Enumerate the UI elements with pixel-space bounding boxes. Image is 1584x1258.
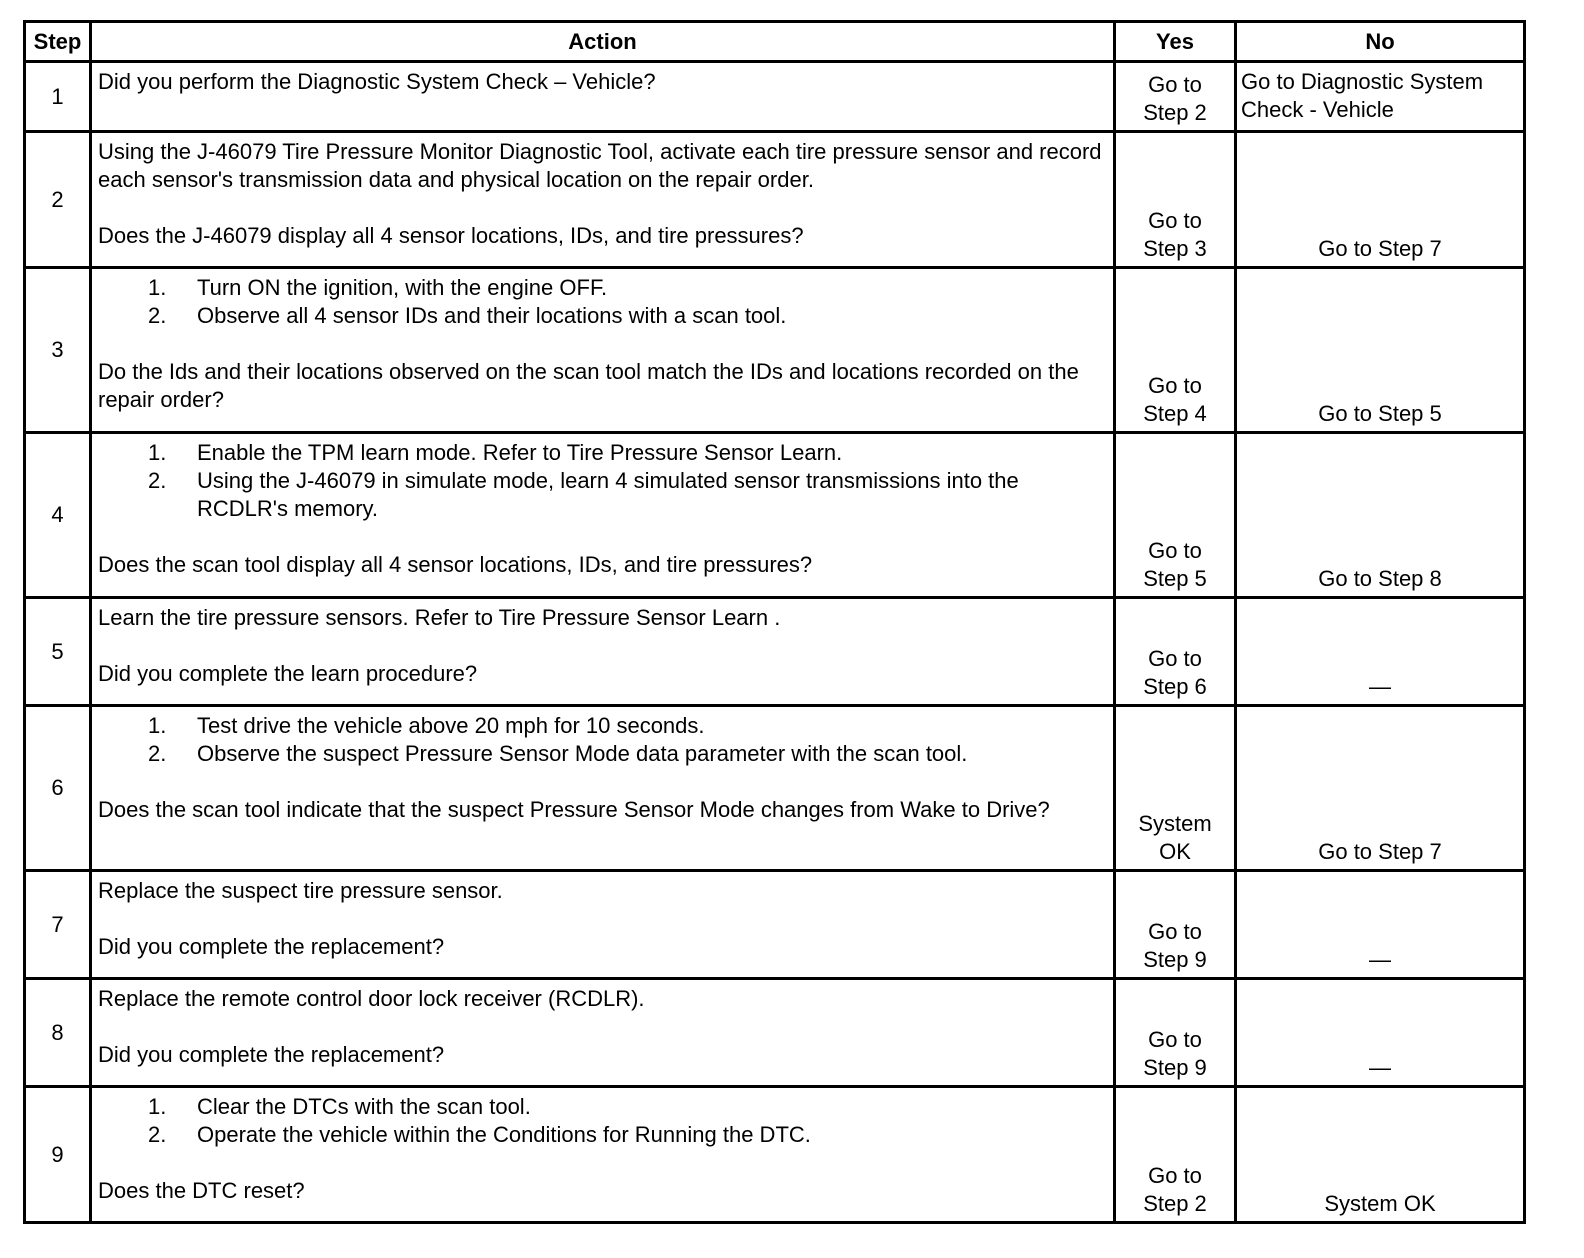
table-row — [25, 433, 1525, 598]
action-intro: Learn the tire pressure sensors. Refer to Tire Pressure Sensor Learn . — [98, 605, 781, 630]
list-item-number: 2. — [148, 1122, 167, 1147]
list-item-text: Clear the DTCs with the scan tool. — [197, 1094, 531, 1119]
no-result-line: Go to Step 7 — [1318, 839, 1442, 864]
table-row — [25, 1087, 1525, 1223]
table-row — [25, 871, 1525, 979]
list-item — [98, 740, 1107, 768]
list-item-number: 1. — [148, 1094, 167, 1119]
yes-result-line: Step 2 — [1143, 100, 1207, 125]
yes-result-line: OK — [1159, 839, 1191, 864]
yes-result-line: System — [1138, 811, 1212, 836]
list-item-number: 1. — [148, 275, 167, 300]
step-number: 8 — [25, 979, 91, 1087]
table-body — [25, 62, 1525, 1223]
action-cell — [91, 433, 1115, 598]
action-cell — [91, 62, 1115, 132]
no-result — [1236, 268, 1525, 433]
yes-result-line: Go to — [1148, 538, 1202, 563]
yes-result-line: Step 6 — [1143, 674, 1207, 699]
action-question: Do the Ids and their locations observed on the scan tool match the IDs and locations recorded on the repair order? — [98, 359, 1079, 412]
action-intro: Using the J-46079 Tire Pressure Monitor Diagnostic Tool, activate each tire pressure sensor and record each sensor's transmission data and physical location on the repair order. — [98, 139, 1102, 192]
no-result — [1236, 979, 1525, 1087]
list-item-text: Test drive the vehicle above 20 mph for 10 seconds. — [197, 713, 705, 738]
list-item-text: Observe all 4 sensor IDs and their locations with a scan tool. — [197, 303, 787, 328]
no-result — [1236, 132, 1525, 268]
list-item-text: Using the J-46079 in simulate mode, learn 4 simulated sensor transmissions into the RCDLR's memory. — [197, 468, 1019, 521]
no-result — [1236, 433, 1525, 598]
list-item-text: Turn ON the ignition, with the engine OFF. — [197, 275, 608, 300]
list-item — [98, 274, 1107, 302]
action-cell — [91, 706, 1115, 871]
list-item — [98, 1093, 1107, 1121]
list-item — [98, 467, 1107, 523]
yes-result — [1115, 62, 1236, 132]
yes-result — [1115, 132, 1236, 268]
action-question: Did you complete the replacement? — [98, 934, 445, 959]
step-number: 2 — [25, 132, 91, 268]
step-number: 4 — [25, 433, 91, 598]
yes-result — [1115, 871, 1236, 979]
no-result — [1236, 871, 1525, 979]
table-row — [25, 979, 1525, 1087]
list-item-text: Enable the TPM learn mode. Refer to Tire Pressure Sensor Learn. — [197, 440, 843, 465]
yes-result — [1115, 979, 1236, 1087]
action-question: Did you complete the replacement? — [98, 1042, 445, 1067]
yes-result-line: Go to — [1148, 373, 1202, 398]
no-result — [1236, 706, 1525, 871]
yes-result-line: Go to — [1148, 919, 1202, 944]
list-item-number: 1. — [148, 713, 167, 738]
list-item-number: 2. — [148, 741, 167, 766]
diagnostic-table — [23, 20, 1526, 1224]
list-item-text: Observe the suspect Pressure Sensor Mode data parameter with the scan tool. — [197, 741, 968, 766]
action-cell — [91, 598, 1115, 706]
action-cell — [91, 268, 1115, 433]
table-row — [25, 268, 1525, 433]
table-row — [25, 132, 1525, 268]
yes-result-line: Go to — [1148, 1163, 1202, 1188]
no-result — [1236, 598, 1525, 706]
no-result-line: — — [1369, 947, 1391, 972]
no-result-line: System OK — [1324, 1191, 1436, 1216]
no-result-line: Check - Vehicle — [1241, 97, 1394, 122]
yes-result — [1115, 268, 1236, 433]
step-number: 9 — [25, 1087, 91, 1223]
table-row — [25, 706, 1525, 871]
no-result-line: Go to Step 5 — [1318, 401, 1442, 426]
action-cell — [91, 871, 1115, 979]
yes-result — [1115, 433, 1236, 598]
step-number: 3 — [25, 268, 91, 433]
no-result-line: Go to Diagnostic System — [1241, 69, 1484, 94]
header-yes: Yes — [1115, 22, 1236, 62]
step-number: 1 — [25, 62, 91, 132]
list-item-number: 2. — [148, 468, 167, 493]
yes-result-line: Step 4 — [1143, 401, 1207, 426]
no-result-line: Go to Step 7 — [1318, 236, 1442, 261]
action-steps-list — [98, 1093, 1107, 1149]
header-step: Step — [25, 22, 91, 62]
header-row — [25, 22, 1525, 62]
no-result — [1236, 62, 1525, 132]
yes-result-line: Step 3 — [1143, 236, 1207, 261]
action-cell — [91, 132, 1115, 268]
yes-result-line: Go to — [1148, 72, 1202, 97]
step-number: 6 — [25, 706, 91, 871]
no-result-line: — — [1369, 1055, 1391, 1080]
header-no: No — [1236, 22, 1525, 62]
yes-result — [1115, 598, 1236, 706]
yes-result-line: Step 9 — [1143, 1055, 1207, 1080]
table-row — [25, 598, 1525, 706]
yes-result-line: Step 2 — [1143, 1191, 1207, 1216]
step-number: 7 — [25, 871, 91, 979]
yes-result-line: Go to — [1148, 208, 1202, 233]
no-result-line: — — [1369, 674, 1391, 699]
list-item-number: 1. — [148, 440, 167, 465]
yes-result — [1115, 1087, 1236, 1223]
action-question: Did you complete the learn procedure? — [98, 661, 478, 686]
action-question: Does the scan tool display all 4 sensor locations, IDs, and tire pressures? — [98, 552, 813, 577]
action-question: Does the DTC reset? — [98, 1178, 305, 1203]
step-number: 5 — [25, 598, 91, 706]
action-cell — [91, 1087, 1115, 1223]
action-intro: Replace the remote control door lock receiver (RCDLR). — [98, 986, 645, 1011]
action-steps-list — [98, 712, 1107, 768]
action-cell — [91, 979, 1115, 1087]
action-question: Did you perform the Diagnostic System Check – Vehicle? — [98, 69, 656, 94]
yes-result-line: Go to — [1148, 646, 1202, 671]
action-intro: Replace the suspect tire pressure sensor. — [98, 878, 503, 903]
yes-result-line: Step 9 — [1143, 947, 1207, 972]
yes-result — [1115, 706, 1236, 871]
table-row — [25, 62, 1525, 132]
yes-result-line: Step 5 — [1143, 566, 1207, 591]
list-item — [98, 302, 1107, 330]
list-item — [98, 439, 1107, 467]
list-item — [98, 1121, 1107, 1149]
no-result-line: Go to Step 8 — [1318, 566, 1442, 591]
action-steps-list — [98, 274, 1107, 330]
action-question: Does the J-46079 display all 4 sensor locations, IDs, and tire pressures? — [98, 223, 804, 248]
yes-result-line: Go to — [1148, 1027, 1202, 1052]
list-item-text: Operate the vehicle within the Conditions for Running the DTC. — [197, 1122, 811, 1147]
action-steps-list — [98, 439, 1107, 523]
no-result — [1236, 1087, 1525, 1223]
list-item-number: 2. — [148, 303, 167, 328]
list-item — [98, 712, 1107, 740]
header-action: Action — [91, 22, 1115, 62]
action-question: Does the scan tool indicate that the suspect Pressure Sensor Mode changes from Wake to Drive? — [98, 797, 1050, 822]
